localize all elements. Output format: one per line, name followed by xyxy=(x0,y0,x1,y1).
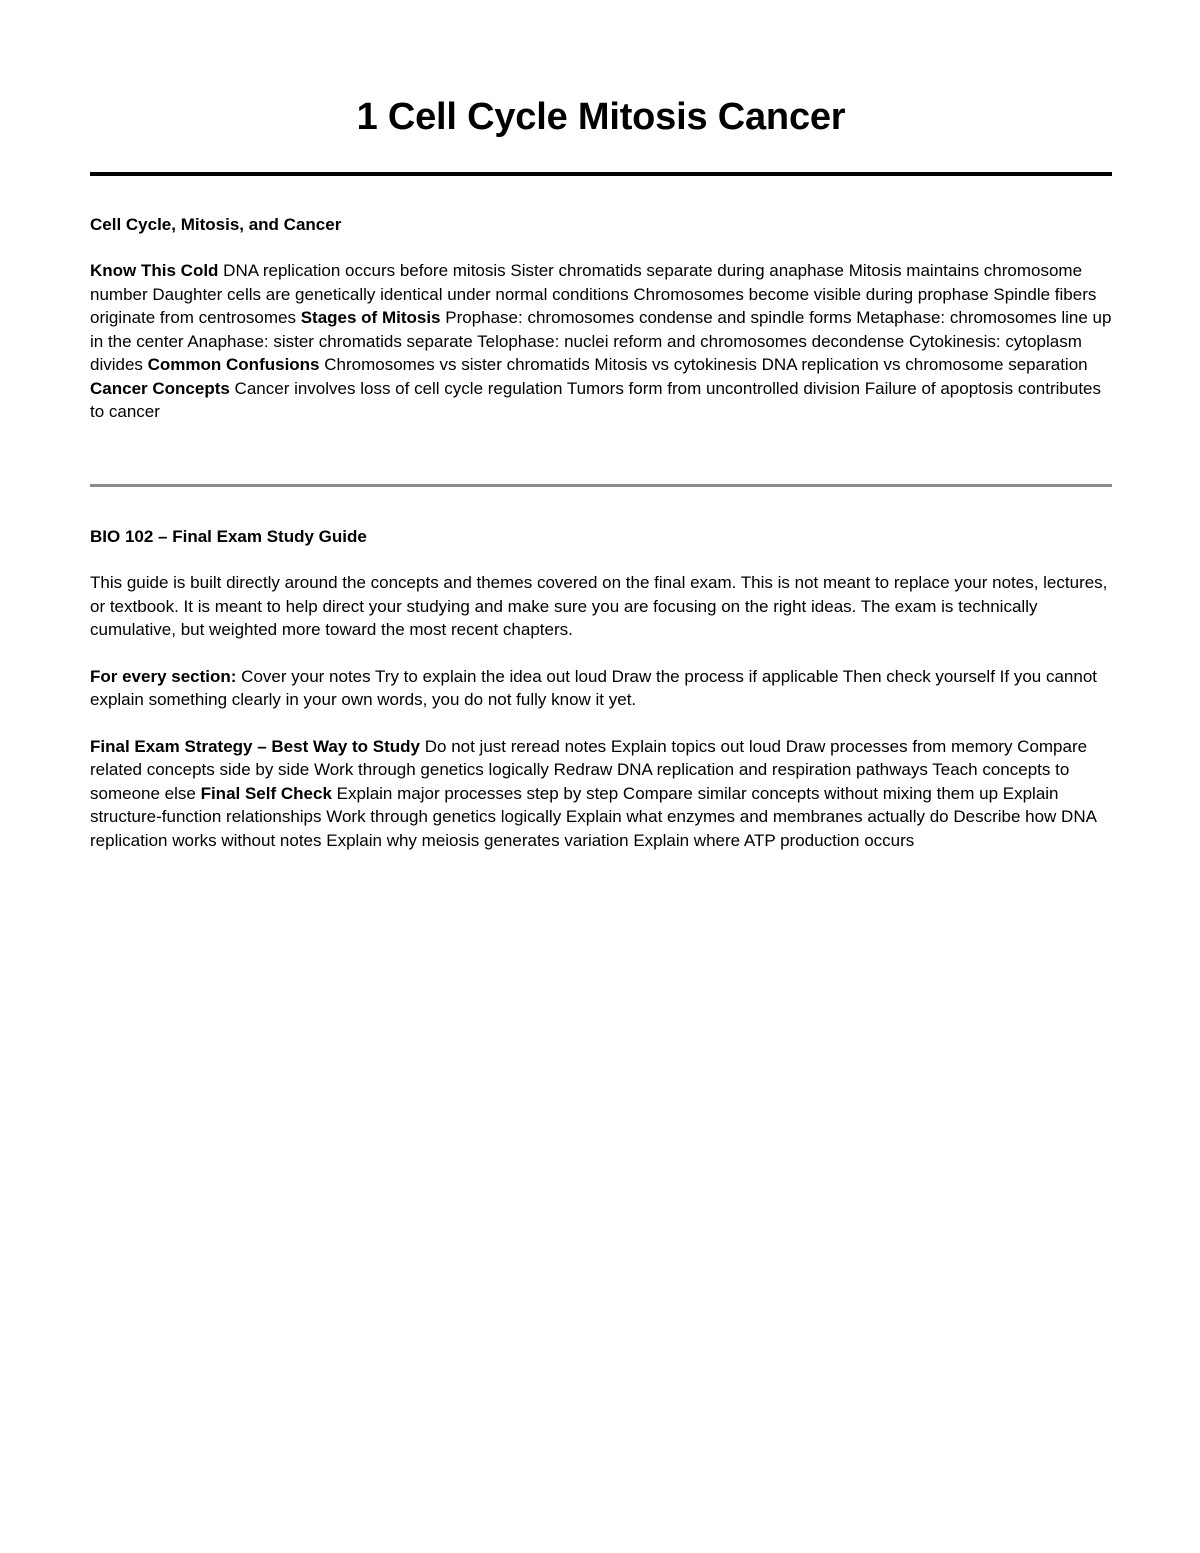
section-study-guide xyxy=(90,525,1112,875)
section-cell-cycle xyxy=(90,213,1112,447)
paragraph-every-section xyxy=(90,665,1112,712)
paragraph-text: Cancer involves loss of cell cycle regulation Tumors form from uncontrolled division Failure of apoptosis contributes to cancer xyxy=(90,378,1101,421)
section-divider xyxy=(90,484,1112,487)
paragraph-text: Cover your notes Try to explain the idea out loud Draw the process if applicable Then check yourself If you cannot explain something clearly in your own words, you do not fully know it yet. xyxy=(90,666,1098,709)
paragraph-text: DNA replication occurs before mitosis Sister chromatids separate during anaphase Mitosis maintains chromosome number Daughter cells are genetically identical under normal conditions Chromosomes become visible during prophase Spindle fibers originate from centrosomes xyxy=(90,261,1097,327)
section-heading: Cell Cycle, Mitosis, and Cancer xyxy=(90,215,342,234)
bold-label: Know This Cold xyxy=(90,261,219,280)
bold-label: Final Self Check xyxy=(200,783,332,803)
section-heading: BIO 102 – Final Exam Study Guide xyxy=(90,527,367,546)
paragraph-strategy xyxy=(90,735,1112,853)
paragraph-text: Explain major processes step by step Compare similar concepts without mixing them up Explain structure-function relationships Work through genetics logically Explain what enzymes and membranes actually do Describe how DNA replication works without notes Explain why meiosis generates variation Explain where ATP production occurs xyxy=(90,783,1097,850)
paragraph-text: Chromosomes vs sister chromatids Mitosis vs cytokinesis DNA replication vs chromosome separation xyxy=(319,355,1088,374)
paragraph-text: Do not just reread notes Explain topics out loud Draw processes from memory Compare related concepts side by side Work through genetics logically Redraw DNA replication and respiration pathways Teach concepts to someone else xyxy=(90,736,1088,803)
document-title: 1 Cell Cycle Mitosis Cancer xyxy=(356,96,846,138)
paragraph-intro: This guide is built directly around the concepts and themes covered on the final exam. This is not meant to replace your notes, lectures, or textbook. It is meant to help direct your studying and make sure you are focusing on the right ideas. The exam is technically cumulative, but weighted more toward the most recent chapters. xyxy=(90,573,1108,639)
paragraph-cell-cycle-notes xyxy=(90,259,1112,424)
bold-label: Common Confusions xyxy=(147,355,320,374)
bold-label: Cancer Concepts xyxy=(90,378,230,398)
bold-label: Final Exam Strategy – Best Way to Study xyxy=(90,736,421,756)
bold-label: Stages of Mitosis xyxy=(300,308,441,327)
title-divider xyxy=(90,172,1112,176)
bold-label: For every section: xyxy=(90,666,237,686)
paragraph-text: Prophase: chromosomes condense and spindle forms Metaphase: chromosomes line up in the center Anaphase: sister chromatids separate Telophase: nuclei reform and chromosomes decondense Cytokinesis: cytoplasm divides xyxy=(90,308,1112,374)
